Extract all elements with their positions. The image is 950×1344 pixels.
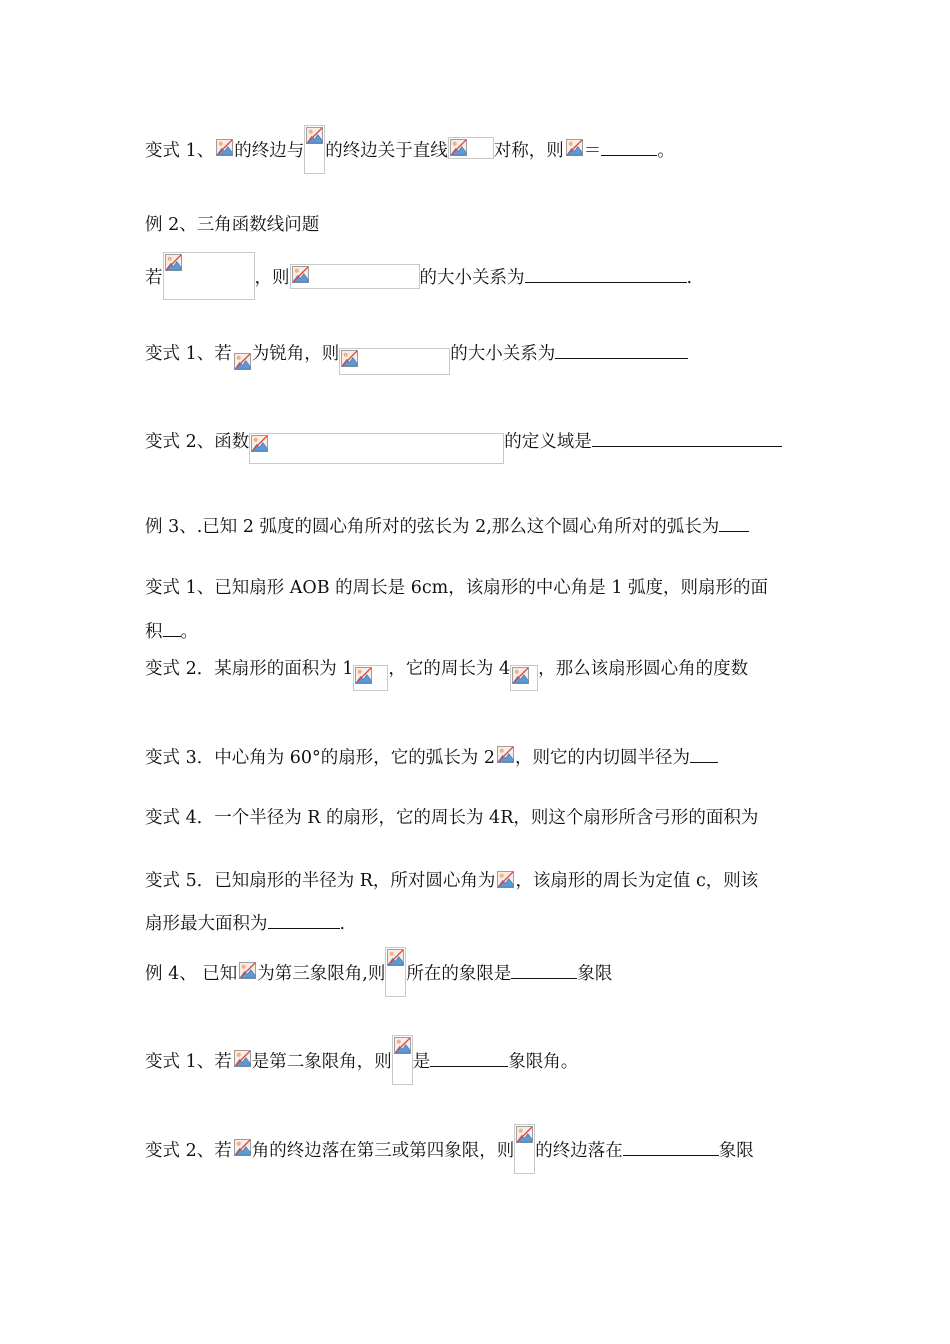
text: 变式 3．中心角为 60°的扇形，它的弧长为 2 — [145, 748, 495, 768]
text: 对称，则 — [493, 141, 564, 161]
answer-blank — [592, 428, 782, 447]
text: 变式 4．一个半径为 R 的扇形，它的周长为 4R，则这个扇形所含弓形的面积为 — [145, 808, 759, 828]
variant-line-5 — [145, 428, 782, 464]
text: ，则它的内切圆半径为 — [514, 748, 690, 768]
label: 变式 2、函数 — [145, 432, 250, 452]
text: 积 — [145, 622, 163, 642]
example-4 — [145, 960, 612, 997]
text: 变式 5．已知扇形的半径为 R，所对圆心角为 — [145, 871, 496, 891]
text: 的大小关系为 — [450, 344, 556, 364]
text: . — [686, 268, 693, 288]
text: 的定义域是 — [504, 432, 592, 452]
text: 角的终边落在第三或第四象限，则 — [251, 1141, 515, 1161]
answer-blank — [163, 618, 181, 637]
text: 的终边落在 — [535, 1141, 623, 1161]
variant-line-1 — [145, 137, 675, 174]
formula-image — [514, 1124, 535, 1174]
broken-image-icon — [292, 266, 309, 283]
text: 变式 1、已知扇形 AOB 的周长是 6cm，该扇形的中心角是 1 弧度，则扇形的面 — [145, 578, 769, 598]
text: 象限 — [577, 964, 613, 984]
broken-image-icon — [516, 1126, 533, 1143]
equals-sign: ＝ — [583, 141, 602, 161]
broken-image-icon — [234, 1050, 251, 1067]
broken-image-icon — [306, 127, 323, 144]
formula-image — [495, 744, 515, 766]
text: ，那么该扇形圆心角的度数 — [538, 659, 749, 679]
broken-image-icon — [497, 746, 514, 763]
answer-blank — [623, 1137, 719, 1156]
broken-image-icon — [216, 139, 233, 156]
text: ，该扇形的周长为定值 c，则该 — [515, 871, 759, 891]
label: 变式 1、若 — [145, 344, 232, 364]
broken-image-icon — [497, 871, 514, 888]
text: 扇形最大面积为 — [145, 914, 268, 934]
formula-image — [290, 264, 420, 289]
answer-blank — [601, 137, 657, 156]
text: 变式 1、若 — [145, 1052, 232, 1072]
variant-line-7-continued — [145, 618, 198, 644]
formula-image — [232, 1137, 252, 1159]
text: 变式 2．某扇形的面积为 1 — [145, 659, 354, 679]
variant-line-4 — [145, 340, 688, 375]
answer-blank — [511, 960, 577, 979]
text: 是 — [412, 1052, 431, 1072]
formula-image — [214, 137, 234, 159]
answer-blank — [690, 744, 718, 763]
text: ，则 — [254, 268, 290, 288]
text: 变式 2、若 — [145, 1141, 232, 1161]
answer-blank — [430, 1048, 508, 1067]
formula-image — [304, 125, 325, 174]
example-2-question — [145, 264, 692, 300]
text: 的终边关于直线 — [325, 141, 448, 161]
label: 变式 1、 — [145, 141, 215, 161]
broken-image-icon — [512, 667, 529, 684]
text: 为第三象限角,则 — [257, 964, 386, 984]
text: 所在的象限是 — [406, 964, 512, 984]
heading-text: 例 2、三角函数线问题 — [145, 215, 320, 235]
variant-line-11 — [145, 806, 758, 830]
variant-line-10 — [145, 744, 718, 770]
text: 象限 — [718, 1141, 754, 1161]
broken-image-icon — [239, 962, 256, 979]
broken-image-icon — [251, 435, 268, 452]
example-3 — [145, 513, 749, 539]
formula-image — [448, 137, 494, 159]
formula-image — [510, 665, 538, 691]
formula-image — [385, 947, 406, 997]
variant-line-16 — [145, 1137, 754, 1174]
text: 为锐角，则 — [251, 344, 340, 364]
text: 象限角。 — [508, 1052, 579, 1072]
formula-image — [495, 869, 515, 891]
formula-image — [339, 348, 450, 375]
text: 例 3、.已知 2 弧度的圆心角所对的弦长为 2,那么这个圆心角所对的弧长为 — [145, 517, 720, 537]
formula-image — [564, 137, 584, 159]
broken-image-icon — [394, 1037, 411, 1054]
formula-image — [163, 252, 255, 300]
text: 。 — [657, 141, 675, 161]
text: ，它的周长为 4 — [388, 659, 511, 679]
formula-image — [232, 340, 252, 373]
broken-image-icon — [566, 139, 583, 156]
broken-image-icon — [165, 254, 182, 271]
broken-image-icon — [341, 350, 358, 367]
broken-image-icon — [387, 949, 404, 966]
answer-blank — [555, 340, 688, 359]
text: 是第二象限角，则 — [251, 1052, 392, 1072]
answer-blank — [268, 910, 340, 929]
variant-line-9 — [145, 657, 748, 691]
broken-image-icon — [450, 139, 467, 156]
answer-blank — [719, 513, 749, 532]
formula-image — [249, 433, 504, 464]
broken-image-icon — [234, 1139, 251, 1156]
text: 。 — [180, 622, 198, 642]
example-2-heading — [145, 213, 319, 237]
variant-line-15 — [145, 1048, 578, 1085]
text: 若 — [145, 268, 163, 288]
answer-blank — [525, 264, 687, 283]
broken-image-icon — [355, 667, 372, 684]
variant-line-7 — [145, 576, 768, 600]
formula-image — [232, 1048, 252, 1070]
broken-image-icon — [234, 353, 251, 370]
variant-line-12-continued — [145, 910, 345, 936]
text: 的终边与 — [234, 141, 305, 161]
variant-line-12 — [145, 869, 758, 893]
text: 的大小关系为 — [419, 268, 525, 288]
text: . — [339, 914, 346, 934]
formula-image — [237, 960, 257, 982]
formula-image — [392, 1035, 413, 1085]
text: 例 4、 已知 — [145, 964, 238, 984]
formula-image — [353, 665, 388, 691]
